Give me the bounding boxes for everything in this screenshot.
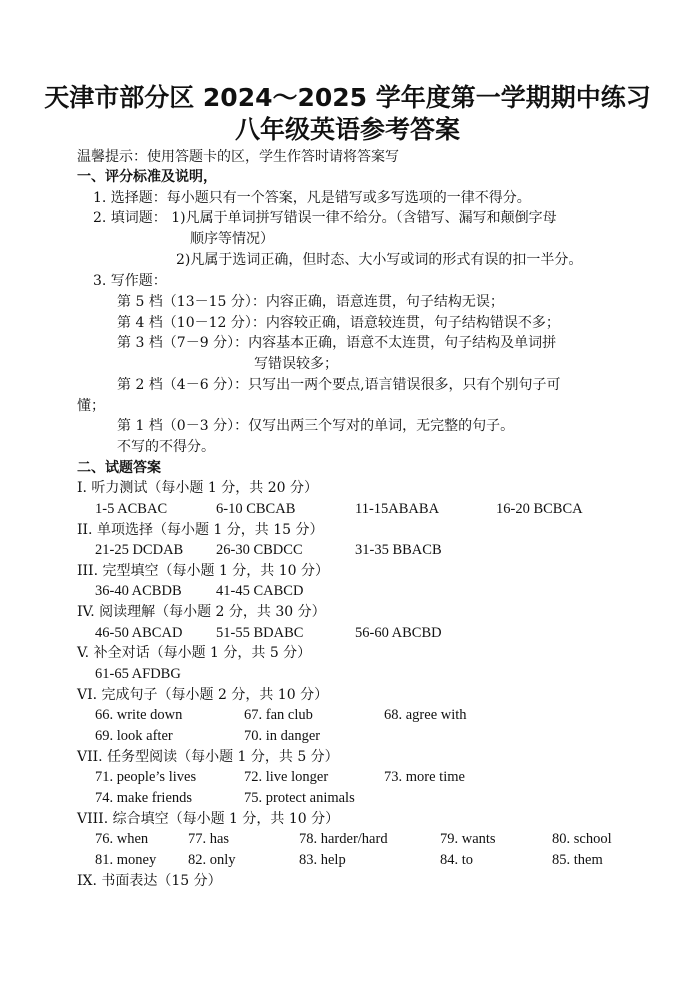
answer-cell: 78. harder/hard [299, 831, 388, 847]
grade-3-cont: 写错误较多； [254, 356, 338, 372]
answer-cell: 68. agree with [384, 707, 467, 723]
part-4-heading: IV. 阅读理解（每小题 2 分，共 30 分） [77, 604, 326, 620]
answer-cell: 46-50 ABCAD [95, 625, 183, 641]
part-5-heading: V. 补全对话（每小题 1 分，共 5 分） [77, 645, 312, 661]
section-1-heading: 一、评分标准及说明， [77, 169, 217, 185]
answer-cell: 21-25 DCDAB [95, 542, 184, 558]
part-7-heading: VII. 任务型阅读（每小题 1 分，共 5 分） [77, 749, 339, 765]
tip-text: 温馨提示：使用答题卡的区，学生作答时请将答案写 [77, 149, 399, 165]
answer-cell: 79. wants [440, 831, 496, 847]
grade-4: 第 4 档（10－12 分）：内容较正确，语意较连贯，句子结构错误不多； [117, 315, 560, 331]
answer-cell: 81. money [95, 852, 157, 868]
answer-cell: 1-5 ACBAC [95, 501, 168, 517]
answer-cell: 76. when [95, 831, 149, 847]
part-2-heading: II. 单项选择（每小题 1 分，共 15 分） [77, 522, 324, 538]
answer-cell: 16-20 BCBCA [496, 501, 583, 517]
answer-cell: 6-10 CBCAB [216, 501, 296, 517]
rule-fill-1: 2. 填词题： 1)凡属于单词拼写错误一律不给分。（含错写、漏写和颠倒字母 [93, 210, 557, 226]
answer-cell: 74. make friends [95, 790, 193, 806]
answer-cell: 31-35 BBACB [355, 542, 442, 558]
rule-fill-2: 2)凡属于选词正确，但时态、大小写或词的形式有误的扣一半分。 [176, 252, 583, 268]
section-2-heading: 二、试题答案 [77, 460, 161, 476]
part-3-heading: III. 完型填空（每小题 1 分，共 10 分） [77, 563, 330, 579]
rule-choice: 1. 选择题：每小题只有一个答案，凡是错写或多写选项的一律不得分。 [93, 190, 531, 206]
answer-cell: 84. to [440, 852, 474, 868]
rule-fill-1-cont: 顺序等情况） [190, 231, 274, 247]
grade-3: 第 3 档（7－9 分）：内容基本正确，语意不太连贯，句子结构及单词拼 [117, 335, 557, 351]
answer-cell: 85. them [552, 852, 603, 868]
answer-cell: 75. protect animals [244, 790, 355, 806]
rule-writing: 3. 写作题： [93, 273, 167, 289]
answer-cell: 26-30 CBDCC [216, 542, 303, 558]
answer-cell: 83. help [299, 852, 346, 868]
grade-2: 第 2 档（4－6 分）：只写出一两个要点,语言错误很多，只有个别句子可 [117, 377, 561, 393]
answer-cell: 67. fan club [244, 707, 313, 723]
answer-cell: 70. in danger [244, 728, 321, 744]
part-1-heading: I. 听力测试（每小题 1 分，共 20 分） [77, 480, 318, 496]
answer-cell: 69. look after [95, 728, 173, 744]
document-subtitle: 八年级英语参考答案 [234, 115, 460, 144]
grade-0: 不写的不得分。 [117, 439, 215, 455]
answer-cell: 41-45 CABCD [216, 583, 304, 599]
part-8-heading: VIII. 综合填空（每小题 1 分，共 10 分） [77, 811, 340, 827]
answer-cell: 77. has [188, 831, 230, 847]
answer-cell: 51-55 BDABC [216, 625, 304, 641]
grade-5: 第 5 档（13－15 分）：内容正确，语意连贯，句子结构无误； [117, 294, 504, 310]
grade-1: 第 1 档（0－3 分）：仅写出两三个写对的单词，无完整的句子。 [117, 418, 515, 434]
answer-cell: 36-40 ACBDB [95, 583, 182, 599]
answer-cell: 11-15ABABA [355, 501, 440, 517]
grade-2-cont: 懂； [77, 398, 105, 414]
answer-cell: 82. only [188, 852, 236, 868]
answer-cell: 56-60 ABCBD [355, 625, 442, 641]
answer-cell: 80. school [552, 831, 612, 847]
answer-cell: 66. write down [95, 707, 183, 723]
part-6-heading: VI. 完成句子（每小题 2 分，共 10 分） [77, 687, 329, 703]
document-title: 天津市部分区 2024～2025 学年度第一学期期中练习 [44, 83, 651, 112]
part-9-heading: IX. 书面表达（15 分） [77, 873, 222, 889]
answer-cell: 72. live longer [244, 769, 329, 785]
answer-cell: 71. people’s lives [95, 769, 197, 785]
answer-cell: 73. more time [384, 769, 465, 785]
answer-cell: 61-65 AFDBG [95, 666, 181, 682]
